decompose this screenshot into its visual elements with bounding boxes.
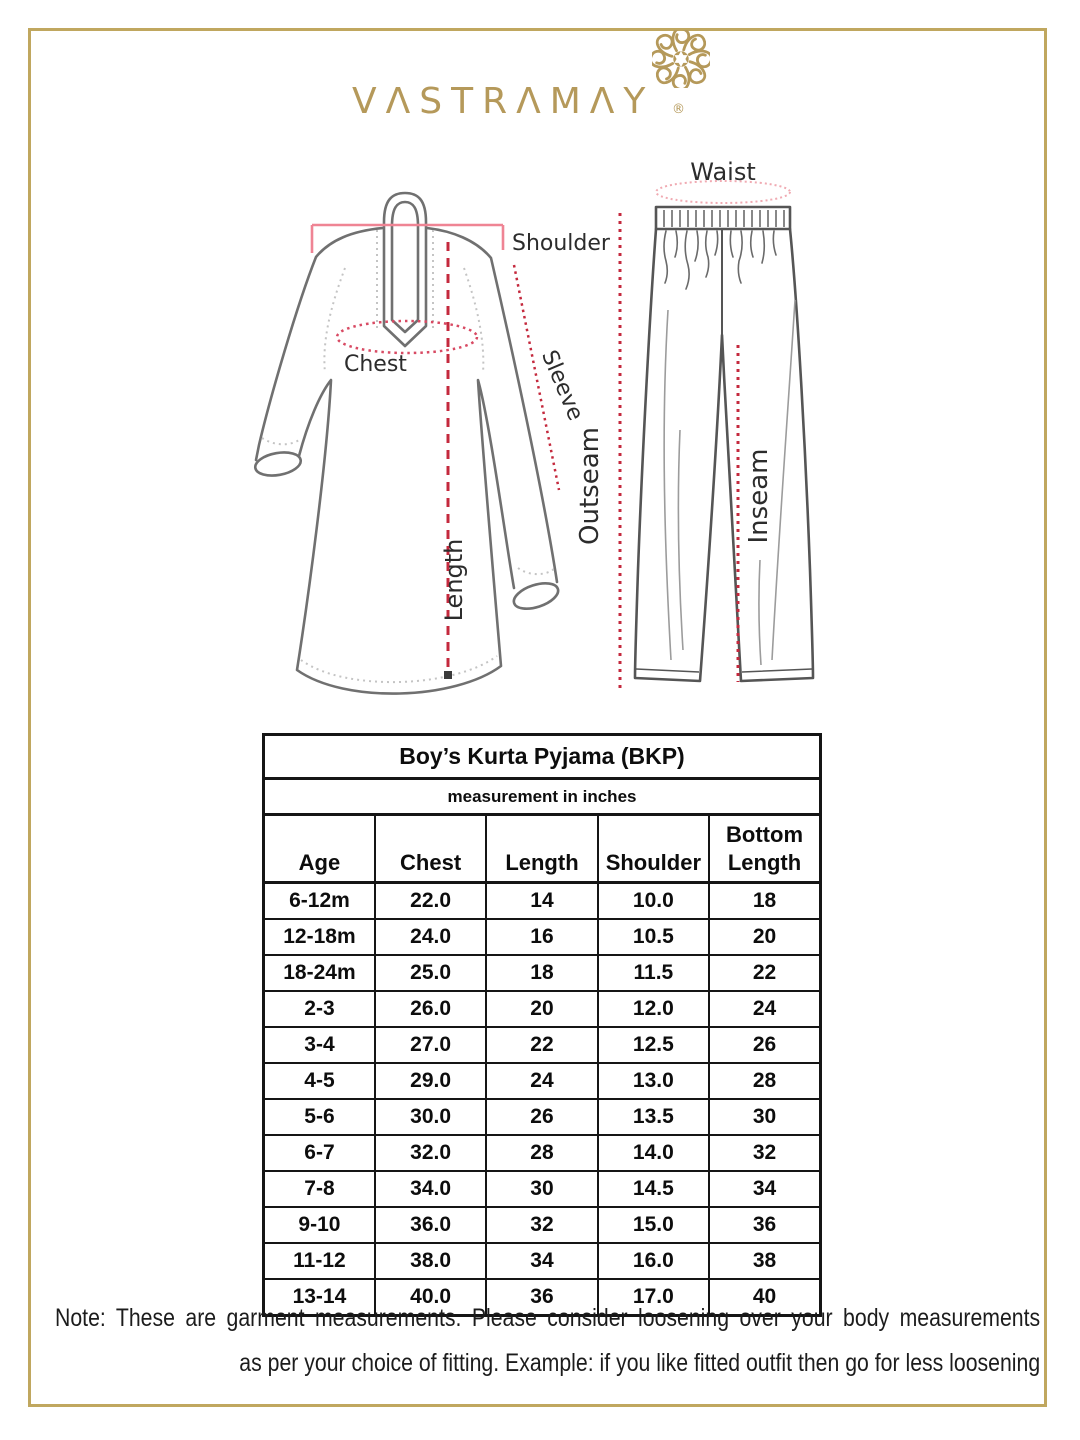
table-cell: 2-3 xyxy=(264,991,375,1027)
table-cell: 22 xyxy=(486,1027,597,1063)
table-cell: 12.5 xyxy=(598,1027,709,1063)
table-cell: 38.0 xyxy=(375,1243,486,1279)
note-line-2: as per your choice of fitting. Example: if you like fitted outfit then go for less loosening xyxy=(239,1349,1041,1377)
table-cell: 36 xyxy=(709,1207,820,1243)
waist-label: Waist xyxy=(690,158,756,186)
table-cell: 36 xyxy=(486,1279,597,1316)
table-cell: 30.0 xyxy=(375,1099,486,1135)
table-cell: 9-10 xyxy=(264,1207,375,1243)
length-label: Length xyxy=(440,538,468,622)
table-cell: 32 xyxy=(709,1135,820,1171)
table-cell: 32 xyxy=(486,1207,597,1243)
garment-measurement-diagram xyxy=(0,130,1080,742)
kurta-outline xyxy=(253,193,561,694)
table-cell: 14.5 xyxy=(598,1171,709,1207)
table-title: Boy’s Kurta Pyjama (BKP) xyxy=(264,735,821,779)
table-cell: 28 xyxy=(709,1063,820,1099)
table-cell: 5-6 xyxy=(264,1099,375,1135)
table-cell: 18 xyxy=(709,883,820,920)
table-subtitle: measurement in inches xyxy=(264,779,821,815)
table-cell: 22.0 xyxy=(375,883,486,920)
waist-drawstrings xyxy=(664,231,776,289)
table-cell: 24 xyxy=(486,1063,597,1099)
note-line-1: Note: These are garment measurements. Please consider loosening over your body measurements xyxy=(55,1304,1041,1332)
chest-label: Chest xyxy=(344,352,407,377)
table-row xyxy=(264,1099,821,1135)
shoulder-label: Shoulder xyxy=(512,231,610,256)
table-row xyxy=(264,883,821,920)
table-cell: 17.0 xyxy=(598,1279,709,1316)
table-cell: 36.0 xyxy=(375,1207,486,1243)
table-cell: 18-24m xyxy=(264,955,375,991)
table-cell: 15.0 xyxy=(598,1207,709,1243)
table-cell: 25.0 xyxy=(375,955,486,991)
table-cell: 24 xyxy=(709,991,820,1027)
table-cell: 34.0 xyxy=(375,1171,486,1207)
table-cell: 26.0 xyxy=(375,991,486,1027)
mandala-flower-icon xyxy=(652,30,710,88)
brand-logo-text: VΛSTRΛMΛY xyxy=(352,81,655,122)
table-cell: 11.5 xyxy=(598,955,709,991)
table-cell: 13-14 xyxy=(264,1279,375,1316)
table-row xyxy=(264,1027,821,1063)
table-cell: 11-12 xyxy=(264,1243,375,1279)
table-subtitle-row xyxy=(264,779,821,815)
table-cell: 38 xyxy=(709,1243,820,1279)
pyjama-outline xyxy=(635,207,813,681)
column-header: Age xyxy=(264,815,375,883)
column-header: Bottom Length xyxy=(709,815,820,883)
table-cell: 16.0 xyxy=(598,1243,709,1279)
table-cell: 14 xyxy=(486,883,597,920)
table-cell: 12-18m xyxy=(264,919,375,955)
table-cell: 30 xyxy=(709,1099,820,1135)
table-title-row xyxy=(264,735,821,779)
table-cell: 20 xyxy=(486,991,597,1027)
table-cell: 20 xyxy=(709,919,820,955)
table-cell: 34 xyxy=(486,1243,597,1279)
table-row xyxy=(264,1207,821,1243)
size-table xyxy=(262,733,822,1317)
table-row xyxy=(264,1063,821,1099)
table-cell: 12.0 xyxy=(598,991,709,1027)
table-row xyxy=(264,991,821,1027)
table-cell: 27.0 xyxy=(375,1027,486,1063)
chest-measure-ellipse xyxy=(337,321,477,353)
table-cell: 4-5 xyxy=(264,1063,375,1099)
sleeve-label: Sleeve xyxy=(536,346,588,425)
length-line-end-marker xyxy=(444,671,452,679)
waistband-gathers xyxy=(664,210,784,227)
table-cell: 32.0 xyxy=(375,1135,486,1171)
table-cell: 14.0 xyxy=(598,1135,709,1171)
table-cell: 13.0 xyxy=(598,1063,709,1099)
table-row xyxy=(264,955,821,991)
table-cell: 30 xyxy=(486,1171,597,1207)
table-cell: 26 xyxy=(486,1099,597,1135)
table-cell: 7-8 xyxy=(264,1171,375,1207)
table-cell: 22 xyxy=(709,955,820,991)
table-cell: 26 xyxy=(709,1027,820,1063)
table-cell: 6-7 xyxy=(264,1135,375,1171)
table-row xyxy=(264,1243,821,1279)
table-cell: 13.5 xyxy=(598,1099,709,1135)
registered-trademark-icon: ® xyxy=(672,102,685,117)
table-cell: 29.0 xyxy=(375,1063,486,1099)
table-cell: 34 xyxy=(709,1171,820,1207)
table-cell: 18 xyxy=(486,955,597,991)
table-row xyxy=(264,1171,821,1207)
table-cell: 24.0 xyxy=(375,919,486,955)
kurta-diagram xyxy=(253,193,610,694)
inseam-label: Inseam xyxy=(744,448,774,544)
column-header: Shoulder xyxy=(598,815,709,883)
column-header: Chest xyxy=(375,815,486,883)
table-cell: 40 xyxy=(709,1279,820,1316)
note-text xyxy=(55,1296,1040,1386)
table-cell: 10.0 xyxy=(598,883,709,920)
table-cell: 28 xyxy=(486,1135,597,1171)
outseam-label: Outseam xyxy=(575,427,605,545)
pyjama-diagram xyxy=(575,158,813,690)
table-cell: 16 xyxy=(486,919,597,955)
table-cell: 3-4 xyxy=(264,1027,375,1063)
table-cell: 6-12m xyxy=(264,883,375,920)
table-cell: 40.0 xyxy=(375,1279,486,1316)
table-header-row xyxy=(264,815,821,883)
pyjama-hem-lines xyxy=(636,669,812,672)
table-row xyxy=(264,1135,821,1171)
table-row xyxy=(264,919,821,955)
column-header: Length xyxy=(486,815,597,883)
table-cell: 10.5 xyxy=(598,919,709,955)
